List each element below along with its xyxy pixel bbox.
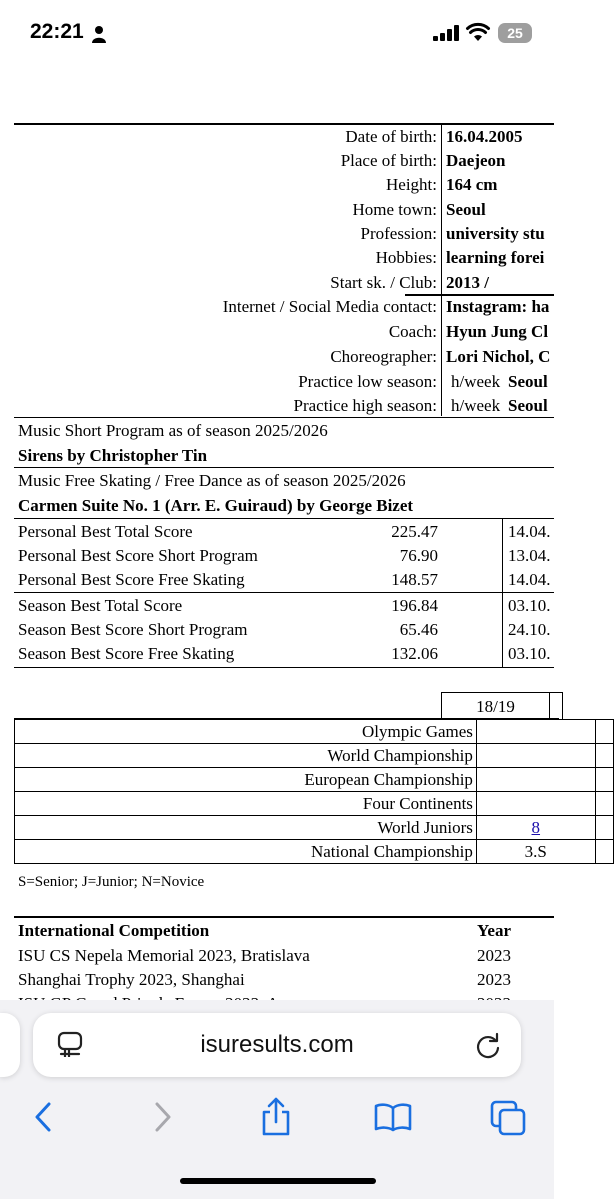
results-value [476, 792, 595, 816]
score-value: 148.57 [391, 570, 438, 589]
profile-value-club: 2013 / [446, 273, 489, 292]
profile-label-dob: Date of birth: [345, 127, 437, 146]
profile-label-pob: Place of birth: [340, 151, 437, 170]
competition-year: 2023 [477, 970, 511, 989]
table-row [15, 768, 614, 792]
results-season-header-cell [441, 692, 563, 720]
results-label: World Juniors [15, 816, 477, 840]
divider [441, 296, 442, 416]
score-date: 13.04. [508, 546, 551, 565]
score-label: Season Best Score Free Skating [18, 644, 235, 663]
score-date: 24.10. [508, 620, 551, 639]
score-label: Personal Best Score Short Program [18, 546, 258, 565]
score-label: Season Best Total Score [18, 596, 183, 615]
music-short-title: Sirens by Christopher Tin [18, 446, 208, 465]
profile-value-height: 164 cm [446, 175, 498, 194]
results-cell [595, 792, 613, 816]
score-label: Season Best Score Short Program [18, 620, 248, 639]
competition-year: 2023 [477, 946, 511, 965]
results-cell [595, 768, 613, 792]
status-bar [0, 0, 554, 60]
cellular-signal-icon [433, 25, 461, 41]
results-cell [595, 720, 613, 744]
results-cell [595, 816, 613, 840]
score-value: 196.84 [391, 596, 438, 615]
score-date: 14.04. [508, 570, 551, 589]
world-juniors-result-link[interactable]: 8 [531, 817, 541, 837]
profile-value-hometown: Seoul [446, 200, 486, 219]
home-indicator [180, 1178, 376, 1184]
divider [549, 693, 550, 720]
score-date: 03.10. [508, 596, 551, 615]
results-value [476, 720, 595, 744]
forward-icon[interactable] [152, 1101, 174, 1133]
score-value: 76.90 [399, 546, 438, 565]
profile-value-dob: 16.04.2005 [446, 127, 523, 146]
profile-value-coach: Hyun Jung Cl [446, 322, 549, 341]
profile-value-pob: Daejeon [446, 151, 506, 170]
results-label: Four Continents [15, 792, 477, 816]
tabs-icon[interactable] [490, 1100, 526, 1136]
address-bar-url[interactable]: isuresults.com [200, 1031, 354, 1058]
competition-name: Shanghai Trophy 2023, Shanghai [18, 970, 245, 989]
competitions-year-header: Year [477, 921, 511, 940]
table-row [15, 720, 614, 744]
profile-value-practice-high-hours: h/week [451, 396, 501, 415]
web-page [0, 60, 554, 1000]
music-free-title: Carmen Suite No. 1 (Arr. E. Guiraud) by George Bizet [18, 496, 414, 515]
music-free-header: Music Free Skating / Free Dance as of season 2025/2026 [18, 471, 406, 490]
profile-value-profession: university stu [446, 224, 545, 243]
results-cell [595, 840, 613, 864]
divider [441, 125, 442, 295]
score-label: Personal Best Score Free Skating [18, 570, 245, 589]
profile-value-practice-low-hours: h/week [451, 372, 501, 391]
divider [14, 916, 554, 918]
music-short-header: Music Short Program as of season 2025/2026 [18, 421, 328, 440]
divider [14, 518, 554, 519]
profile-label-coach: Coach: [388, 322, 437, 341]
results-label: National Championship [15, 840, 477, 864]
table-row [15, 744, 614, 768]
table-row [15, 840, 614, 864]
profile-label-hobbies: Hobbies: [375, 248, 437, 267]
status-time: 22:21 [30, 20, 84, 43]
results-label: Olympic Games [15, 720, 477, 744]
score-label: Personal Best Total Score [18, 522, 193, 541]
profile-value-practice-low-place: Seoul [508, 372, 548, 391]
results-value: 3.S [476, 840, 595, 864]
profile-label-practice-high: Practice high season: [293, 396, 437, 415]
divider [502, 518, 503, 668]
score-value: 225.47 [391, 522, 438, 541]
divider [14, 467, 554, 468]
reload-icon[interactable] [475, 1033, 501, 1059]
divider [14, 667, 554, 668]
results-season-header: 18/19 [476, 697, 515, 716]
profile-label-hometown: Home town: [352, 200, 437, 219]
score-value: 132.06 [391, 644, 438, 663]
results-label: European Championship [15, 768, 477, 792]
profile-value-hobbies: learning forei [446, 248, 545, 267]
profile-label-club: Start sk. / Club: [330, 273, 437, 292]
profile-value-practice-high-place: Seoul [508, 396, 548, 415]
divider [14, 592, 554, 593]
score-value: 65.46 [399, 620, 438, 639]
profile-value-social[interactable]: Instagram: ha [446, 297, 550, 316]
back-icon[interactable] [32, 1101, 54, 1133]
profile-label-choreographer: Choreographer: [330, 347, 437, 366]
results-value [476, 744, 595, 768]
person-icon [92, 25, 106, 43]
table-row [15, 816, 614, 840]
competition-name: ISU CS Nepela Memorial 2023, Bratislava [18, 946, 310, 965]
profile-label-profession: Profession: [360, 224, 437, 243]
results-label: World Championship [15, 744, 477, 768]
browser-toolbar [0, 1000, 554, 1199]
address-bar[interactable] [33, 1013, 521, 1077]
competitions-header: International Competition [18, 921, 210, 940]
results-table [14, 719, 614, 864]
profile-label-social: Internet / Social Media contact: [222, 297, 437, 316]
previous-tab-card[interactable] [0, 1013, 20, 1077]
profile-value-choreographer: Lori Nichol, C [446, 347, 551, 366]
profile-label-height: Height: [386, 175, 437, 194]
wifi-icon [466, 22, 490, 42]
battery-indicator: 25 [498, 23, 532, 43]
score-date: 03.10. [508, 644, 551, 663]
results-legend: S=Senior; J=Junior; N=Novice [18, 874, 205, 890]
table-row [15, 792, 614, 816]
results-cell [595, 744, 613, 768]
share-icon[interactable] [260, 1096, 292, 1136]
results-value [476, 768, 595, 792]
bookmarks-icon[interactable] [374, 1102, 412, 1132]
profile-label-practice-low: Practice low season: [298, 372, 437, 391]
score-date: 14.04. [508, 522, 551, 541]
